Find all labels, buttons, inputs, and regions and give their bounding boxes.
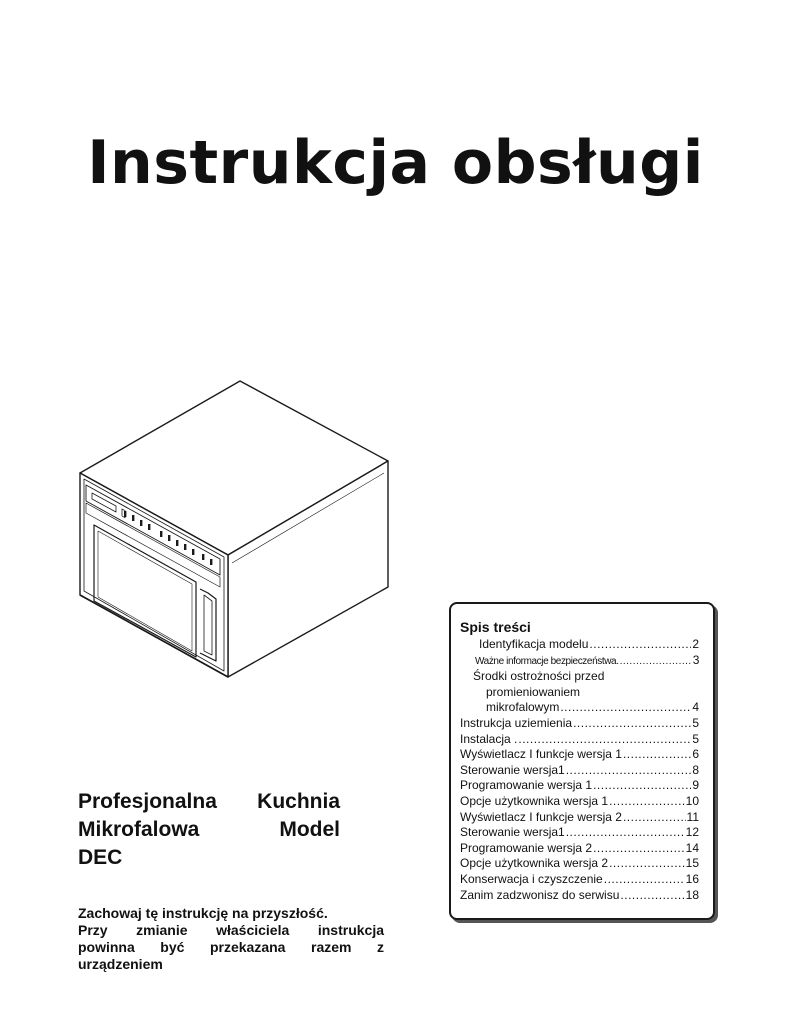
toc-item[interactable]: [460, 794, 699, 810]
product-name: [78, 788, 340, 872]
save-instructions-note: [78, 905, 384, 973]
toc-item-label: Identyfikacja modelu: [479, 637, 589, 651]
toc-leader: [620, 654, 692, 670]
toc-title: Spis treści: [460, 619, 531, 635]
product-name-line-2: Mikrofalowa Model: [78, 818, 340, 841]
toc-item[interactable]: [460, 888, 699, 904]
toc-leader: [609, 856, 685, 872]
toc-item[interactable]: [460, 747, 699, 763]
toc-leader: [593, 778, 691, 794]
toc-item[interactable]: [460, 825, 699, 841]
page-title: Instrukcja obsługi: [87, 128, 704, 198]
toc-item-page: 5: [692, 731, 699, 746]
toc-item-page: 14: [685, 840, 699, 855]
product-name-line-3: DEC: [78, 846, 123, 869]
toc-item-label: mikrofalowym: [486, 700, 560, 715]
toc-item-page: 3: [692, 652, 699, 667]
toc-leader: [566, 763, 692, 779]
toc-item-label: Programowanie wersja 2: [460, 840, 593, 855]
table-of-contents: [449, 602, 715, 920]
microwave-oven-illustration: [70, 375, 400, 685]
toc-item-last-line: [460, 700, 699, 716]
toc-item-label: Programowanie wersja 1: [460, 778, 593, 793]
toc-item-label: Konserwacja i czyszczenie: [460, 871, 603, 886]
toc-item-label: Sterowanie wersja1: [460, 825, 565, 840]
toc-list: [460, 637, 699, 903]
toc-item[interactable]: [460, 810, 699, 826]
toc-item-label: Opcje użytkownika wersja 2: [460, 856, 609, 871]
toc-leader: [623, 747, 691, 763]
save-note-line-1: Zachowaj tę instrukcję na przyszłość.: [78, 905, 328, 921]
toc-item[interactable]: [460, 637, 699, 653]
toc-item-page: 18: [685, 887, 699, 902]
toc-item-page: 10: [685, 793, 699, 808]
toc-item-page: 11: [686, 809, 699, 824]
toc-leader: [560, 700, 691, 716]
toc-item[interactable]: [460, 716, 699, 732]
toc-leader: [620, 888, 684, 904]
toc-item-page: 5: [692, 715, 699, 730]
toc-item-page: 15: [685, 856, 699, 871]
toc-item-page: 8: [692, 762, 699, 777]
toc-item-label: Opcje użytkownika wersja 1: [460, 793, 609, 808]
toc-leader: [566, 825, 685, 841]
toc-item-label: Wyświetlacz I funkcje wersja 1: [460, 747, 622, 762]
toc-leader: [573, 716, 691, 732]
toc-item-page: 2: [692, 637, 699, 651]
toc-item-label: Sterowanie wersja1: [460, 762, 565, 777]
toc-item[interactable]: [460, 872, 699, 888]
save-note-line-3: powinna być przekazana razem z: [78, 939, 384, 955]
toc-item[interactable]: [460, 669, 699, 716]
toc-leader: [604, 872, 685, 888]
toc-item[interactable]: [460, 763, 699, 779]
toc-leader: [609, 794, 685, 810]
save-note-line-2: Przy zmianie właściciela instrukcja: [78, 922, 384, 938]
toc-item[interactable]: [460, 732, 699, 748]
toc-item-label: Instalacja .: [460, 731, 518, 746]
toc-leader: [518, 732, 691, 748]
toc-leader: [589, 637, 691, 653]
toc-item-page: 6: [692, 747, 699, 762]
toc-item-page: 12: [685, 825, 699, 840]
product-name-line-1: Profesjonalna Kuchnia: [78, 790, 340, 813]
toc-item-label: Instrukcja uziemienia: [460, 715, 573, 730]
toc-leader: [593, 841, 685, 857]
toc-item[interactable]: [460, 778, 699, 794]
toc-item-page: 9: [692, 778, 699, 793]
save-note-line-4: urządzeniem: [78, 956, 163, 972]
toc-item[interactable]: [460, 856, 699, 872]
toc-item-label: promieniowaniem: [486, 684, 581, 699]
toc-leader: [623, 810, 686, 826]
toc-item-label: Środki ostrożności przed: [473, 669, 605, 684]
toc-item[interactable]: [460, 653, 699, 670]
toc-item-page: 16: [685, 871, 699, 886]
toc-item-page: 4: [692, 700, 699, 715]
toc-item-label: Ważne informacje bezpieczeństwa.: [475, 655, 619, 667]
toc-item[interactable]: [460, 841, 699, 857]
toc-item-label: Zanim zadzwonisz do serwisu: [460, 887, 620, 902]
toc-item-label: Wyświetlacz I funkcje wersja 2: [460, 809, 622, 824]
